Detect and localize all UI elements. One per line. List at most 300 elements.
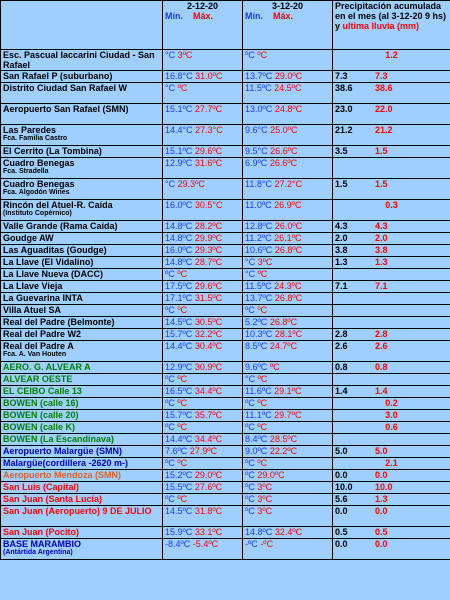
date2-min: ºC [245,482,255,492]
precip-cell [333,221,450,233]
station-cell [1,398,163,410]
date1-max: 32.2ºC [194,329,223,339]
date1-temps [163,422,243,434]
precip-cell [333,71,450,83]
date1-temps [163,434,243,446]
date2-temps [243,470,333,482]
precip-last: 22.0 [375,104,393,114]
date1-min: -8.4ºC [165,539,191,549]
station-cell [1,506,163,527]
date2-max: 26.6ºC [269,158,298,168]
date2-min: ºC [245,506,255,516]
date2-min: ºC [245,494,255,504]
date2-min: 10.3ºC [245,329,273,339]
date1-max: ºC [177,494,188,504]
date2-max: 27.2°C [274,179,303,189]
date2-temps [243,83,333,104]
date1-min: 15.2ºC [165,470,193,480]
date1-min: 14.4°C [165,125,193,135]
precip-cell [333,257,450,269]
date2-min: 13.7ºC [245,71,273,81]
precip-cell [333,305,450,317]
date2-max: 26.8ºC [269,317,298,327]
date2-temps [243,398,333,410]
date2-temps [243,233,333,245]
date1-temps [163,281,243,293]
station-cell [1,125,163,146]
date2-min: ºC [245,305,255,315]
precip-last: 1.5 [375,146,388,156]
station-cell [1,179,163,200]
table-row [1,527,450,539]
precip-last: 0.8 [375,362,388,372]
station-name: La Llave Nueva (DACC) [3,269,104,279]
precip-last: 2.0 [375,233,388,243]
date2-max: 25.0ºC [270,125,298,135]
station-cell [1,446,163,458]
precip-month: 0.0 [335,470,348,480]
table-row [1,305,450,317]
station-name: ALVEAR OESTE [3,374,73,384]
station-cell [1,71,163,83]
date1-max-label: Máx. [193,11,214,21]
table-row [1,362,450,374]
date1-temps [163,470,243,482]
date1-min: 15.1ºC [165,146,193,156]
date1-temps [163,446,243,458]
table-row [1,281,450,293]
date1-temps [163,329,243,341]
precip-cell [333,386,450,398]
precip-cell [333,179,450,200]
date2-min: 9.0ºC [245,446,268,456]
date2-temps [243,410,333,422]
precip-month: 7.3 [335,71,348,81]
precip-month: 1.5 [335,179,348,189]
precip-month: 0.0 [335,506,348,516]
date1-min: 16.5ºC [165,386,193,396]
station-name: BOWEN (La Escandinava) [3,434,115,444]
station-cell [1,494,163,506]
precip-last: 1.3 [375,494,388,504]
precip-month: 38.6 [335,83,353,93]
station-sub: Fca. A. Van Houten [3,351,67,358]
precip-last: 0.0 [375,470,388,480]
date2-temps [243,104,333,125]
precip-month: 2.0 [335,233,348,243]
date2-temps [243,329,333,341]
date2-temps [243,362,333,374]
date1-min: ºC [165,458,175,468]
date1-max: 30.5ºC [194,317,223,327]
date1-temps [163,317,243,329]
date1-temps [163,179,243,200]
station-name: Malargüe(cordillera -2620 m-) [3,458,129,468]
date2-temps [243,386,333,398]
date1-temps [163,221,243,233]
station-name: Rincón del Atuel-R. Caída [3,200,113,210]
date1-max: 34.4ºC [194,434,223,444]
station-name: San Juan (Pocito) [3,527,80,537]
date1-min: 16.0ºC [165,245,193,255]
date1-max: 27.7ºC [194,104,223,114]
date2-max: 26.9ºC [274,200,302,210]
table-row [1,410,450,422]
date1-temps [163,269,243,281]
precip-last: 4.3 [375,221,388,231]
station-cell [1,410,163,422]
date2-label: 3-12-20 [271,1,304,11]
station-name: El Cerrito (La Tombina) [3,146,102,156]
station-name: Goudge AW [3,233,54,243]
table-row [1,71,450,83]
date2-max: 29.7ºC [274,410,302,420]
date1-temps [163,83,243,104]
date2-max: 24.7ºC [269,341,298,351]
date1-temps [163,50,243,71]
date1-min: ºC [165,398,175,408]
date2-max: 26.8ºC [274,245,303,255]
date1-max: 33.1ºC [194,527,223,537]
date2-max: ºC [257,305,268,315]
station-name: BOWEN (calle K) [3,422,76,432]
date1-temps [163,245,243,257]
date2-temps [243,71,333,83]
date2-max: 29.0ºC [274,71,303,81]
precip-last: 0.0 [375,539,388,549]
precip-month: 7.1 [335,281,348,291]
precip-cell [333,146,450,158]
date1-temps [163,146,243,158]
date2-min: ºC [245,398,255,408]
date2-min: 14.8ºC [245,527,273,537]
date1-temps [163,506,243,527]
date1-min: 14.5ºC [165,506,193,516]
station-name: Las Paredes [3,125,57,135]
date1-temps [163,233,243,245]
station-cell [1,527,163,539]
date1-label: 2-12-20 [186,1,219,11]
table-body [1,50,450,560]
station-cell [1,104,163,125]
date1-temps [163,410,243,422]
table-row [1,146,450,158]
station-name: BOWEN (calle 20) [3,410,79,420]
station-name: Cuadro Benegas [3,179,75,189]
date2-temps [243,527,333,539]
date2-min: 8.5ºC [245,341,268,351]
station-cell [1,281,163,293]
station-name: BOWEN (calle 16) [3,398,79,408]
date2-max: 26.6ºC [270,146,298,156]
date2-temps [243,281,333,293]
station-name: La Llave (El Vidalino) [3,257,94,267]
date2-min: 10.6ºC [245,245,273,255]
date2-temps [243,269,333,281]
date1-max: 28.7ºC [194,257,223,267]
date2-min: 8.4ºC [245,434,268,444]
station-name: Aeropuerto Malargüe (SMN) [3,446,123,456]
date2-temps [243,482,333,494]
date1-max: 27.3°C [195,125,223,135]
date2-max: ºC [257,422,268,432]
precip-last: 5.0 [375,446,388,456]
date1-min: 15.5ºC [165,482,193,492]
date1-min: 14.5ºC [165,317,193,327]
station-cell [1,245,163,257]
date2-max: 24.5ºC [274,83,302,93]
precip-month: 0.8 [335,362,348,372]
date1-temps [163,494,243,506]
precip-last: 0.6 [385,422,398,432]
precip-month: 5.6 [335,494,348,504]
table-row [1,269,450,281]
table-row [1,386,450,398]
header-date2 [243,1,333,50]
date1-temps [163,374,243,386]
date1-max: 29.6ºC [194,281,223,291]
table-row [1,317,450,329]
date2-temps [243,506,333,527]
precip-last: 10.0 [375,482,393,492]
date1-temps [163,539,243,560]
precip-cell [333,410,450,422]
date1-min: 14.8ºC [165,221,193,231]
precip-cell [333,458,450,470]
station-cell [1,374,163,386]
precip-month: 0.0 [335,539,348,549]
header-row [1,1,450,50]
date2-max: -ºC [260,539,274,549]
table-row [1,482,450,494]
precip-last-label: ultima lluvia (mm) [342,21,420,31]
date1-min: 17.5ºC [165,281,193,291]
date2-min: 11.5ºC [245,281,272,291]
date1-min: 14.4ºC [165,341,193,351]
date2-max: 3ºC [257,482,273,492]
date2-max: ºC [269,362,280,372]
date1-max: ºC [177,422,188,432]
precip-last: 1.3 [375,257,388,267]
date1-max: 3ºC [177,50,193,60]
station-name: AERO. G. ALVEAR A [3,362,91,372]
precip-cell [333,482,450,494]
station-cell [1,293,163,305]
date1-temps [163,341,243,362]
station-cell [1,257,163,269]
date1-temps [163,104,243,125]
date2-temps [243,422,333,434]
table-row [1,470,450,482]
table-row [1,257,450,269]
date2-max: 3ºC [257,494,273,504]
precip-cell [333,494,450,506]
date1-temps [163,125,243,146]
date1-max: 30.5°C [194,200,223,210]
date1-temps [163,362,243,374]
precip-last: 1.4 [375,386,388,396]
station-cell [1,221,163,233]
date2-min: 11.8°C [245,179,272,189]
date2-max: ºC [257,374,268,384]
date2-temps [243,293,333,305]
precip-cell [333,434,450,446]
date2-max: 28.5ºC [269,434,298,444]
precip-cell [333,374,450,386]
table-row [1,422,450,434]
date2-min: -ºC [245,539,258,549]
station-sub: Fca. Algodón Wines [3,189,70,196]
date2-max: ºC [257,50,268,60]
date1-min: ºC [165,422,175,432]
precip-last: 3.0 [385,410,398,420]
date1-max: 34.4ºC [194,386,223,396]
precip-cell [333,281,450,293]
date2-max: ºC [257,398,268,408]
precip-cell [333,527,450,539]
date1-max: 29.6ºC [194,146,223,156]
date1-min: °C [165,179,176,189]
table-row [1,458,450,470]
date1-temps [163,257,243,269]
station-name: Aeropuerto San Rafael (SMN) [3,104,129,114]
date1-max: 31.5ºC [194,293,223,303]
table-row [1,494,450,506]
date1-max: 28.2ºC [194,221,223,231]
precip-month: 0.5 [335,527,348,537]
date1-max: 27.6ºC [194,482,223,492]
station-sub: (Antártida Argentina) [3,549,73,556]
date2-min: 9.6°C [245,125,268,135]
station-name: Real del Padre A [3,341,74,351]
precip-cell [333,269,450,281]
precip-cell [333,539,450,560]
station-cell [1,200,163,221]
precip-last: 0.3 [385,200,398,210]
precip-last: 1.5 [375,179,388,189]
station-cell [1,422,163,434]
precip-last: 7.3 [375,71,388,81]
station-name: Villa Atuel SA [3,305,62,315]
date2-temps [243,341,333,362]
station-name: Esc. Pascual Iaccarini Ciudad - San Rafael [3,50,155,70]
date2-temps [243,50,333,71]
date1-min: 12.9ºC [165,362,193,372]
table-row [1,374,450,386]
date2-min: °C [245,257,256,267]
station-cell [1,362,163,374]
date1-min: 12.9ºC [165,158,193,168]
date1-min: ºC [165,269,175,279]
date1-max: ºC [177,305,188,315]
precip-cell [333,341,450,362]
precip-month: 21.2 [335,125,353,135]
date2-min: 11.6ºC [245,386,272,396]
date1-min: 7.6ºC [165,446,188,456]
date1-max: 31.8ºC [194,506,223,516]
table-row [1,398,450,410]
precip-cell [333,446,450,458]
precip-cell [333,506,450,527]
table-row [1,329,450,341]
date2-min: 13.7ºC [245,293,273,303]
date1-max: 31.6ºC [194,158,223,168]
station-name: San Luis (Capital) [3,482,80,492]
station-name: Cuadro Benegas [3,158,75,168]
date2-min: ºC [245,422,255,432]
date2-min: °C [245,374,256,384]
date2-temps [243,146,333,158]
precip-month: 23.0 [335,104,353,114]
precip-cell [333,104,450,125]
station-name: Las Aguaditas (Goudge) [3,245,107,255]
station-cell [1,269,163,281]
date2-max: 28.1ºC [274,329,303,339]
date1-min: 15.7ºC [165,329,193,339]
precip-month: 10.0 [335,482,353,492]
precip-month: 2.8 [335,329,348,339]
date2-temps [243,458,333,470]
date2-max: ºC [257,269,268,279]
table-row [1,200,450,221]
table-row [1,221,450,233]
date1-temps [163,71,243,83]
station-cell [1,329,163,341]
date2-temps [243,317,333,329]
date1-max: -5.4ºC [192,539,219,549]
date2-max: 3ºC [257,506,273,516]
station-cell [1,458,163,470]
station-name: Distrito Ciudad San Rafael W [3,83,128,93]
date2-max: 32.4ºC [274,527,303,537]
table-row [1,179,450,200]
precip-cell [333,317,450,329]
precip-last: 2.1 [385,458,398,468]
date2-max: 3ºC [257,257,273,267]
precip-last: 21.2 [375,125,393,135]
table-row [1,50,450,71]
precip-month: 3.5 [335,146,348,156]
date1-min: 14.4ºC [165,434,193,444]
station-cell [1,305,163,317]
date2-temps [243,200,333,221]
station-name: EL CEIBO Calle 13 [3,386,82,396]
date2-max: ºC [257,458,268,468]
station-cell [1,158,163,179]
date2-temps [243,257,333,269]
date1-min: ºC [165,305,175,315]
station-cell [1,341,163,362]
precip-cell [333,470,450,482]
date2-min: 9.5°C [245,146,268,156]
date1-min: 15.7ºC [165,410,193,420]
precip-title: Precipitación acumulada en el mes (al 3-12-20 9 hs) y [335,1,447,31]
station-cell [1,482,163,494]
date2-max: 26.8ºC [274,293,303,303]
table-row [1,83,450,104]
date2-max: 26.0ºC [274,221,303,231]
date2-temps [243,494,333,506]
station-cell [1,83,163,104]
date1-min: 15.1ºC [165,104,193,114]
date2-temps [243,434,333,446]
date2-min: 11.0ºC [245,200,272,210]
station-cell [1,470,163,482]
date2-max: 29.1ºC [274,386,302,396]
station-cell [1,233,163,245]
date1-max: 29.3ºC [194,245,223,255]
date1-min: °C [165,83,176,93]
